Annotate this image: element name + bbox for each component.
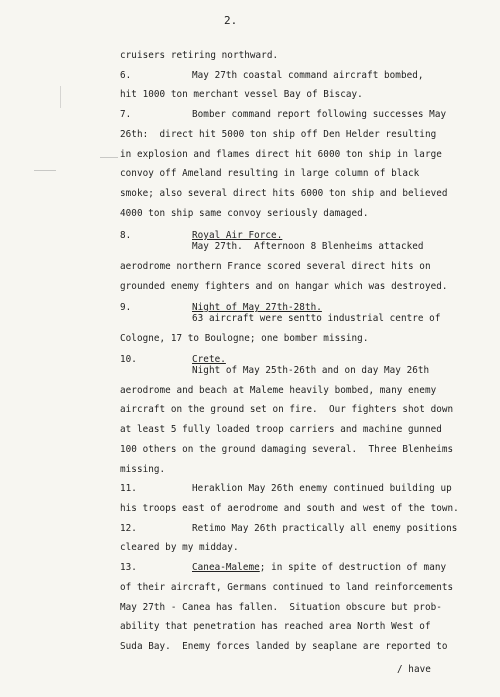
text-line: his troops east of aerodrome and south and west of the town. bbox=[120, 503, 459, 514]
text-line: ; in spite of destruction of many bbox=[259, 562, 447, 573]
paragraph-number: 12. bbox=[120, 523, 137, 534]
text-line: Heraklion May 26th enemy continued building up bbox=[192, 483, 452, 494]
text-line bbox=[192, 562, 446, 573]
paragraph-number: 9. bbox=[120, 302, 132, 313]
text-line: at least 5 fully loaded troop carriers and machine gunned bbox=[120, 424, 442, 435]
text-line: May 27th. Afternoon 8 Blenheims attacked bbox=[192, 241, 424, 252]
text-line: May 27th coastal command aircraft bombed, bbox=[192, 70, 424, 81]
text-line: in explosion and flames direct hit 6000 ton ship in large bbox=[120, 149, 442, 160]
section-heading: Night of May 27th-28th. bbox=[192, 302, 322, 313]
text-line: May 27th - Canea has fallen. Situation obscure but prob- bbox=[120, 602, 442, 613]
text-line: 100 others on the ground damaging several. Three Blenheims bbox=[120, 444, 454, 455]
text-line: missing. bbox=[120, 464, 166, 475]
text-line: Bomber command report following successes May bbox=[192, 109, 447, 120]
paragraph-number: 13. bbox=[120, 562, 137, 573]
section-heading: Crete. bbox=[192, 354, 226, 365]
text-line: Night of May 25th-26th and on day May 26th bbox=[192, 365, 430, 376]
paragraph-number: 11. bbox=[120, 483, 137, 494]
text-line: of their aircraft, Germans continued to land reinforcements bbox=[120, 582, 454, 593]
paragraph-number: 10. bbox=[120, 354, 137, 365]
paragraph-number: 8. bbox=[120, 230, 132, 241]
text-line: 4000 ton ship same convoy seriously damaged. bbox=[120, 208, 369, 219]
text-line: cruisers retiring northward. bbox=[120, 50, 279, 61]
paragraph-number: 7. bbox=[120, 109, 132, 120]
paragraph-number: 6. bbox=[120, 70, 132, 81]
text-line: aerodrome and beach at Maleme heavily bombed, many enemy bbox=[120, 385, 437, 396]
margin-mark bbox=[60, 86, 61, 108]
text-line: Retimo May 26th practically all enemy positions bbox=[192, 523, 458, 534]
margin-mark bbox=[100, 157, 118, 158]
text-line: 63 aircraft were sentto industrial centre of bbox=[192, 313, 441, 324]
margin-mark bbox=[34, 170, 56, 171]
text-line: smoke; also several direct hits 6000 ton ship and believed bbox=[120, 188, 448, 199]
section-heading: Canea-Maleme bbox=[192, 562, 260, 573]
text-line: grounded enemy fighters and on hangar which was destroyed. bbox=[120, 281, 448, 292]
continuation-catchword: / have bbox=[397, 664, 431, 675]
text-line: cleared by my midday. bbox=[120, 542, 239, 553]
section-heading: Royal Air Force. bbox=[192, 230, 283, 241]
text-line: Suda Bay. Enemy forces landed by seaplane are reported to bbox=[120, 641, 448, 652]
text-line: hit 1000 ton merchant vessel Bay of Biscay. bbox=[120, 89, 363, 100]
text-line: 26th: direct hit 5000 ton ship off Den Helder resulting bbox=[120, 129, 437, 140]
text-line: aircraft on the ground set on fire. Our fighters shot down bbox=[120, 404, 454, 415]
text-line: aerodrome northern France scored several direct hits on bbox=[120, 261, 431, 272]
text-line: Cologne, 17 to Boulogne; one bomber missing. bbox=[120, 333, 369, 344]
text-line: ability that penetration has reached area North West of bbox=[120, 621, 431, 632]
text-line: convoy off Ameland resulting in large column of black bbox=[120, 168, 420, 179]
page-number: 2. bbox=[224, 14, 238, 27]
